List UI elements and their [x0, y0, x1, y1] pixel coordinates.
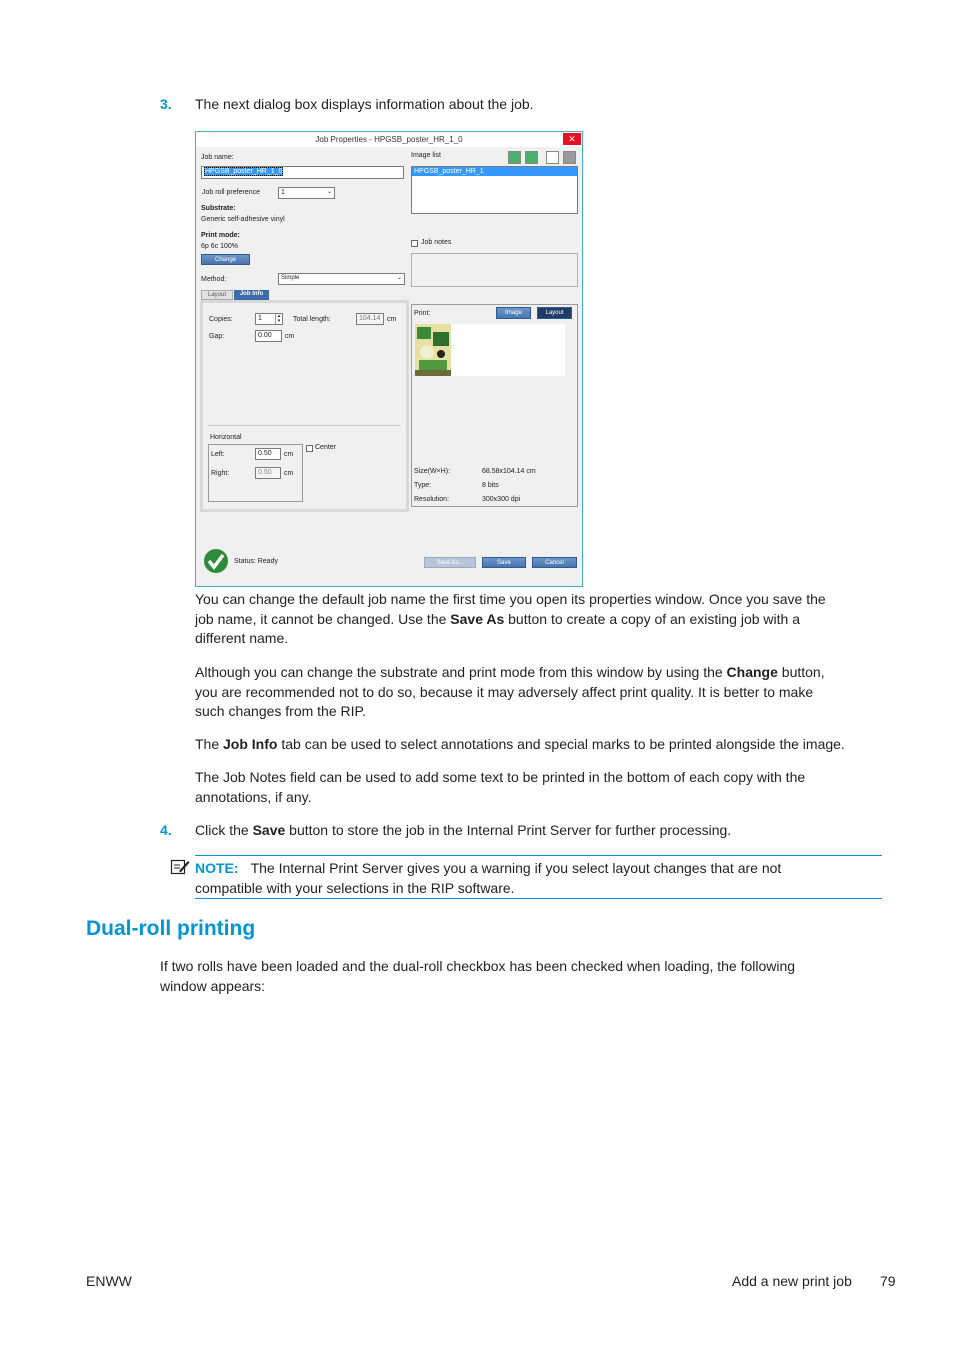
substrate-value: Generic self-adhesive vinyl — [201, 216, 285, 223]
paragraph-4-line-2: annotations, if any. — [195, 788, 312, 805]
step-4-number: 4. — [160, 822, 172, 838]
method-value: Simple — [281, 275, 300, 281]
job-notes-checkbox[interactable] — [411, 240, 418, 247]
poster-thumbnail-icon — [415, 324, 451, 376]
job-notes-textarea[interactable] — [411, 253, 578, 287]
right-margin-label: Right: — [211, 470, 230, 477]
resolution-value: 300x300 dpi — [482, 496, 521, 503]
job-roll-value: 1 — [281, 189, 285, 196]
horizontal-group — [208, 444, 303, 502]
job-notes-label: Job notes — [421, 239, 452, 246]
save-button[interactable]: Save — [482, 557, 526, 568]
move-down-icon[interactable] — [525, 151, 538, 164]
copies-stepper[interactable] — [255, 313, 283, 325]
save-as-button[interactable]: Save As... — [424, 557, 476, 568]
print-mode-value: 6p 6c 100% — [201, 243, 238, 250]
copies-label: Copies: — [209, 316, 233, 323]
preview-canvas — [415, 324, 565, 376]
note-icon — [170, 858, 190, 876]
change-emphasis: Change — [726, 664, 778, 680]
note-top-rule — [195, 855, 882, 856]
print-preview-panel — [411, 304, 578, 507]
right-margin-unit: cm — [284, 470, 294, 477]
save-as-emphasis: Save As — [450, 610, 505, 627]
type-value: 8 bits — [482, 482, 499, 489]
section-heading: Dual-roll printing — [86, 917, 256, 940]
note-label: NOTE: — [195, 860, 239, 876]
paragraph-2-line-1 — [195, 663, 895, 683]
copies-value: 1 — [258, 315, 262, 322]
image-list-item[interactable]: HPGSB_poster_HR_1 — [412, 167, 577, 176]
divider — [207, 425, 401, 426]
paragraph-3 — [195, 735, 915, 755]
image-list-label: Image list — [411, 152, 441, 159]
section-paragraph — [160, 957, 880, 996]
add-file-icon[interactable] — [546, 151, 559, 164]
left-margin-label: Left: — [211, 451, 225, 458]
chevron-down-icon: ⌄ — [326, 189, 332, 195]
paragraph-4-line-1: The Job Notes field can be used to add some text to be printed in the bottom of each copy with the — [195, 769, 806, 785]
paragraph-1 — [195, 590, 895, 649]
move-up-icon[interactable] — [508, 151, 521, 164]
step-4-text — [195, 821, 731, 841]
text-run: The — [195, 736, 224, 752]
note-line-1 — [195, 859, 885, 879]
resolution-label: Resolution: — [414, 496, 450, 503]
tab-job-info[interactable]: Job Info — [234, 290, 269, 300]
print-label: Print: — [414, 310, 431, 317]
text-run: Click the — [195, 822, 253, 838]
paragraph-1-line-1: You can change the default job name the first time you open its properties window. Once you save the — [195, 591, 826, 607]
checkmark-icon — [203, 548, 229, 574]
paragraph-1-line-3: different name. — [195, 630, 289, 646]
paragraph-2-line-2: you are recommended not to do so, because it may adversely affect print quality. It is better to make — [195, 683, 814, 700]
tab-layout[interactable]: Layout — [201, 290, 233, 300]
status-text: Status: Ready — [234, 558, 278, 565]
text-run: button to store the job in the Internal Print Server for further processing. — [285, 822, 732, 838]
size-label: Size(W×H): — [414, 468, 450, 475]
total-length-label: Total length: — [293, 316, 331, 323]
text-run: The Internal Print Server gives you a warning if you select layout changes that are not — [250, 860, 782, 876]
note-body — [195, 859, 885, 898]
job-name-label: Job name: — [201, 154, 234, 161]
change-button[interactable]: Change — [201, 254, 250, 265]
footer-section-name: Add a new print job — [732, 1273, 852, 1289]
layout-panel — [200, 300, 409, 512]
paragraph-4 — [195, 768, 895, 807]
step-3-text: The next dialog box displays information about the job. — [195, 96, 534, 112]
save-emphasis: Save — [252, 822, 286, 838]
center-label: Center — [315, 444, 337, 451]
left-margin-input[interactable]: 0.50 — [255, 448, 281, 460]
paragraph-2 — [195, 663, 895, 722]
text-run: tab can be used to select annotations and special marks to be printed alongside the image. — [277, 736, 845, 752]
cancel-button[interactable]: Cancel — [532, 557, 577, 568]
type-label: Type: — [414, 482, 432, 489]
gap-unit: cm — [285, 333, 295, 340]
layout-button[interactable]: Layout — [537, 307, 572, 319]
substrate-label: Substrate: — [201, 205, 236, 212]
note-bottom-rule — [195, 898, 882, 899]
total-length-unit: cm — [387, 316, 397, 323]
size-value: 68.58x104.14 cm — [482, 468, 536, 475]
center-checkbox[interactable] — [306, 445, 313, 452]
gap-label: Gap: — [209, 333, 225, 340]
method-select[interactable] — [278, 273, 405, 285]
spinner-arrows-icon[interactable]: ▴ ▾ — [275, 314, 282, 324]
image-list[interactable] — [411, 166, 578, 214]
text-run: button, — [777, 664, 825, 680]
text-run: Although you can change the substrate and print mode from this window by using the — [195, 664, 727, 680]
job-properties-dialog — [195, 131, 583, 587]
close-icon[interactable]: ✕ — [563, 133, 581, 145]
step-3-number: 3. — [160, 96, 172, 112]
paragraph-1-line-2 — [195, 610, 895, 630]
print-mode-label: Print mode: — [201, 232, 240, 239]
paragraph-2-line-3: such changes from the RIP. — [195, 703, 366, 719]
job-name-value: HPGSB_poster_HR_1_0 — [205, 168, 283, 175]
job-roll-select[interactable] — [278, 187, 335, 199]
gap-input[interactable]: 0.00 — [255, 330, 282, 342]
trash-icon[interactable] — [563, 151, 576, 164]
chevron-down-icon: ⌄ — [396, 275, 402, 281]
page-number: 79 — [880, 1273, 896, 1289]
right-margin-input: 0.50 — [255, 467, 281, 479]
note-line-2: compatible with your selections in the RIP software. — [195, 879, 515, 896]
dialog-title: Job Properties - HPGSB_poster_HR_1_0 — [315, 135, 463, 144]
horizontal-label: Horizontal — [210, 434, 242, 441]
image-button[interactable]: Image — [496, 307, 531, 319]
text-run: job name, it cannot be changed. Use the — [195, 610, 451, 627]
job-name-input[interactable] — [201, 166, 404, 179]
footer-left: ENWW — [86, 1273, 132, 1289]
dialog-titlebar — [196, 132, 582, 147]
section-line-1: If two rolls have been loaded and the dual-roll checkbox has been checked when loading, the following — [160, 958, 796, 974]
section-line-2: window appears: — [160, 977, 266, 994]
total-length-input: 104.14 — [356, 313, 384, 325]
text-run: button to create a copy of an existing job with a — [504, 610, 800, 627]
job-info-emphasis: Job Info — [223, 736, 278, 752]
job-roll-label: Job roll preference — [202, 189, 260, 196]
left-margin-unit: cm — [284, 451, 294, 458]
method-label: Method: — [201, 276, 227, 283]
